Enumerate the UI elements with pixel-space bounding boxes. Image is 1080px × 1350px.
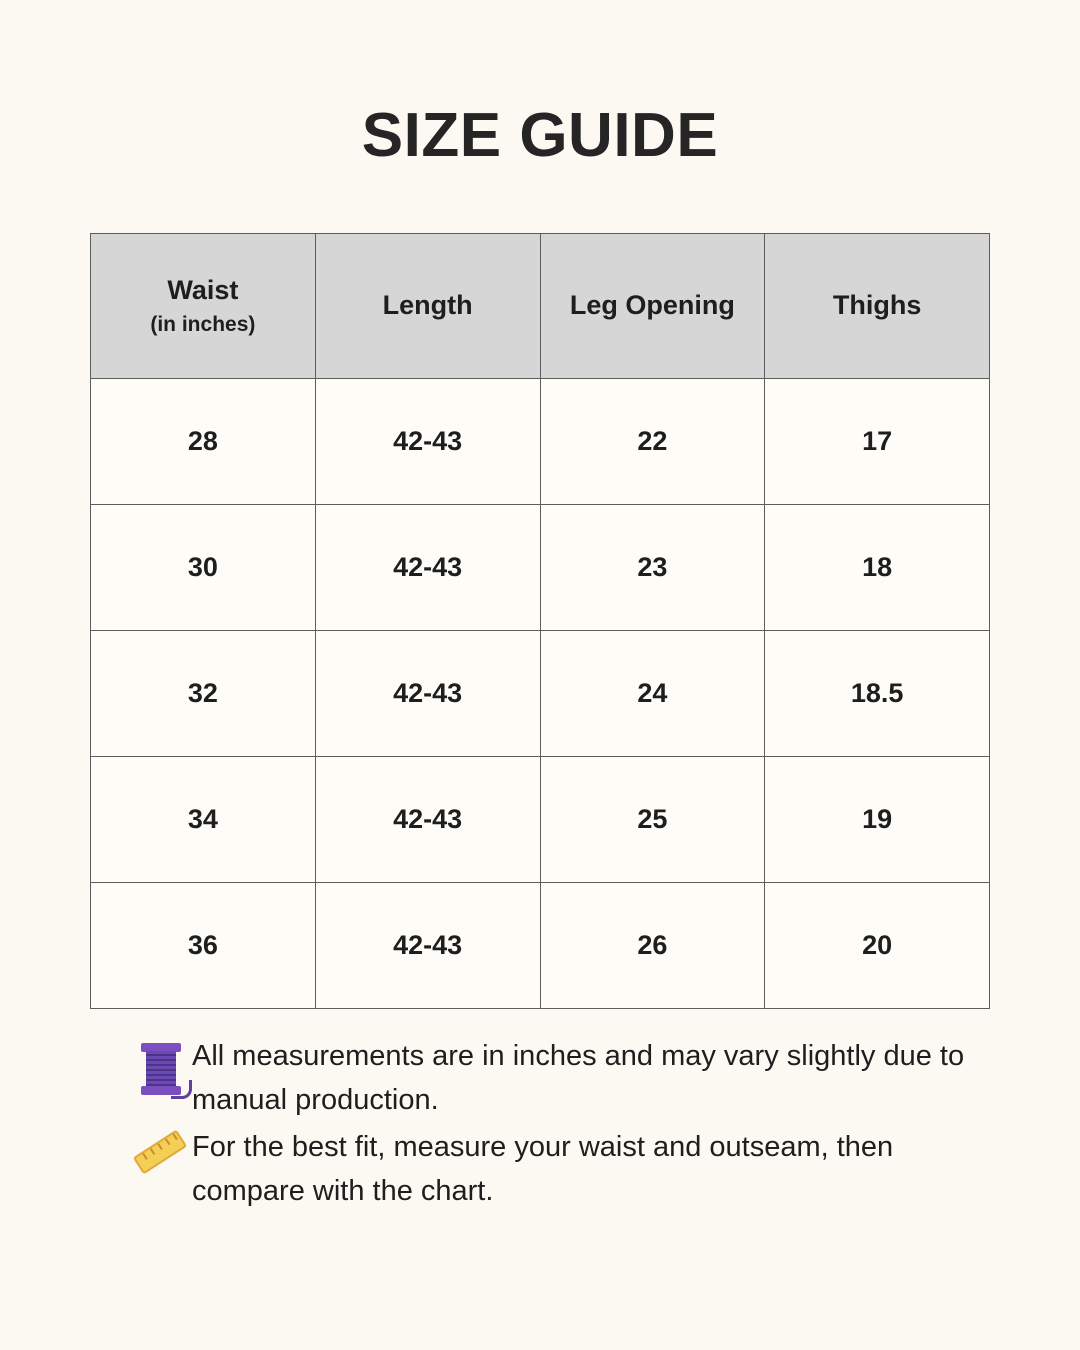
table-row (91, 379, 990, 505)
table-header (91, 234, 990, 379)
table-row (91, 757, 990, 883)
cell-leg-opening: 23 (540, 505, 765, 631)
column-header-length-label: Length (382, 290, 473, 321)
column-header-waist-label: Waist (167, 275, 239, 305)
size-chart-table (90, 233, 990, 1009)
cell-length: 42-43 (315, 379, 540, 505)
note-item-measurements (130, 1035, 1005, 1122)
note-text-measurements: All measurements are in inches and may vary slightly due to manual production. (192, 1040, 965, 1116)
notes-section (75, 1035, 1005, 1213)
cell-leg-opening: 26 (540, 883, 765, 1009)
cell-waist: 28 (91, 379, 316, 505)
note-item-fit (130, 1126, 1005, 1213)
cell-waist: 32 (91, 631, 316, 757)
table-header-row (91, 234, 990, 379)
cell-leg-opening: 22 (540, 379, 765, 505)
cell-thighs: 20 (765, 883, 990, 1009)
column-header-length (315, 234, 540, 379)
cell-length: 42-43 (315, 631, 540, 757)
cell-thighs: 18.5 (765, 631, 990, 757)
note-text-fit: For the best fit, measure your waist and outseam, then compare with the chart. (192, 1131, 894, 1207)
thread-spool-icon (130, 1035, 192, 1095)
cell-leg-opening: 25 (540, 757, 765, 883)
column-header-thighs (765, 234, 990, 379)
column-header-leg-opening (540, 234, 765, 379)
table-row (91, 631, 990, 757)
cell-thighs: 19 (765, 757, 990, 883)
cell-waist: 30 (91, 505, 316, 631)
cell-leg-opening: 24 (540, 631, 765, 757)
column-header-waist-sublabel: (in inches) (150, 312, 256, 336)
cell-waist: 34 (91, 757, 316, 883)
cell-length: 42-43 (315, 883, 540, 1009)
cell-thighs: 17 (765, 379, 990, 505)
table-row (91, 883, 990, 1009)
cell-length: 42-43 (315, 757, 540, 883)
cell-waist: 36 (91, 883, 316, 1009)
table-row (91, 505, 990, 631)
page-title: SIZE GUIDE (361, 101, 719, 170)
cell-length: 42-43 (315, 505, 540, 631)
column-header-leg-opening-label: Leg Opening (569, 290, 735, 321)
cell-thighs: 18 (765, 505, 990, 631)
size-chart-container (90, 233, 990, 1009)
column-header-thighs-label: Thighs (832, 290, 922, 321)
ruler-icon (130, 1126, 192, 1176)
column-header-waist (91, 234, 316, 379)
table-body (91, 379, 990, 1009)
